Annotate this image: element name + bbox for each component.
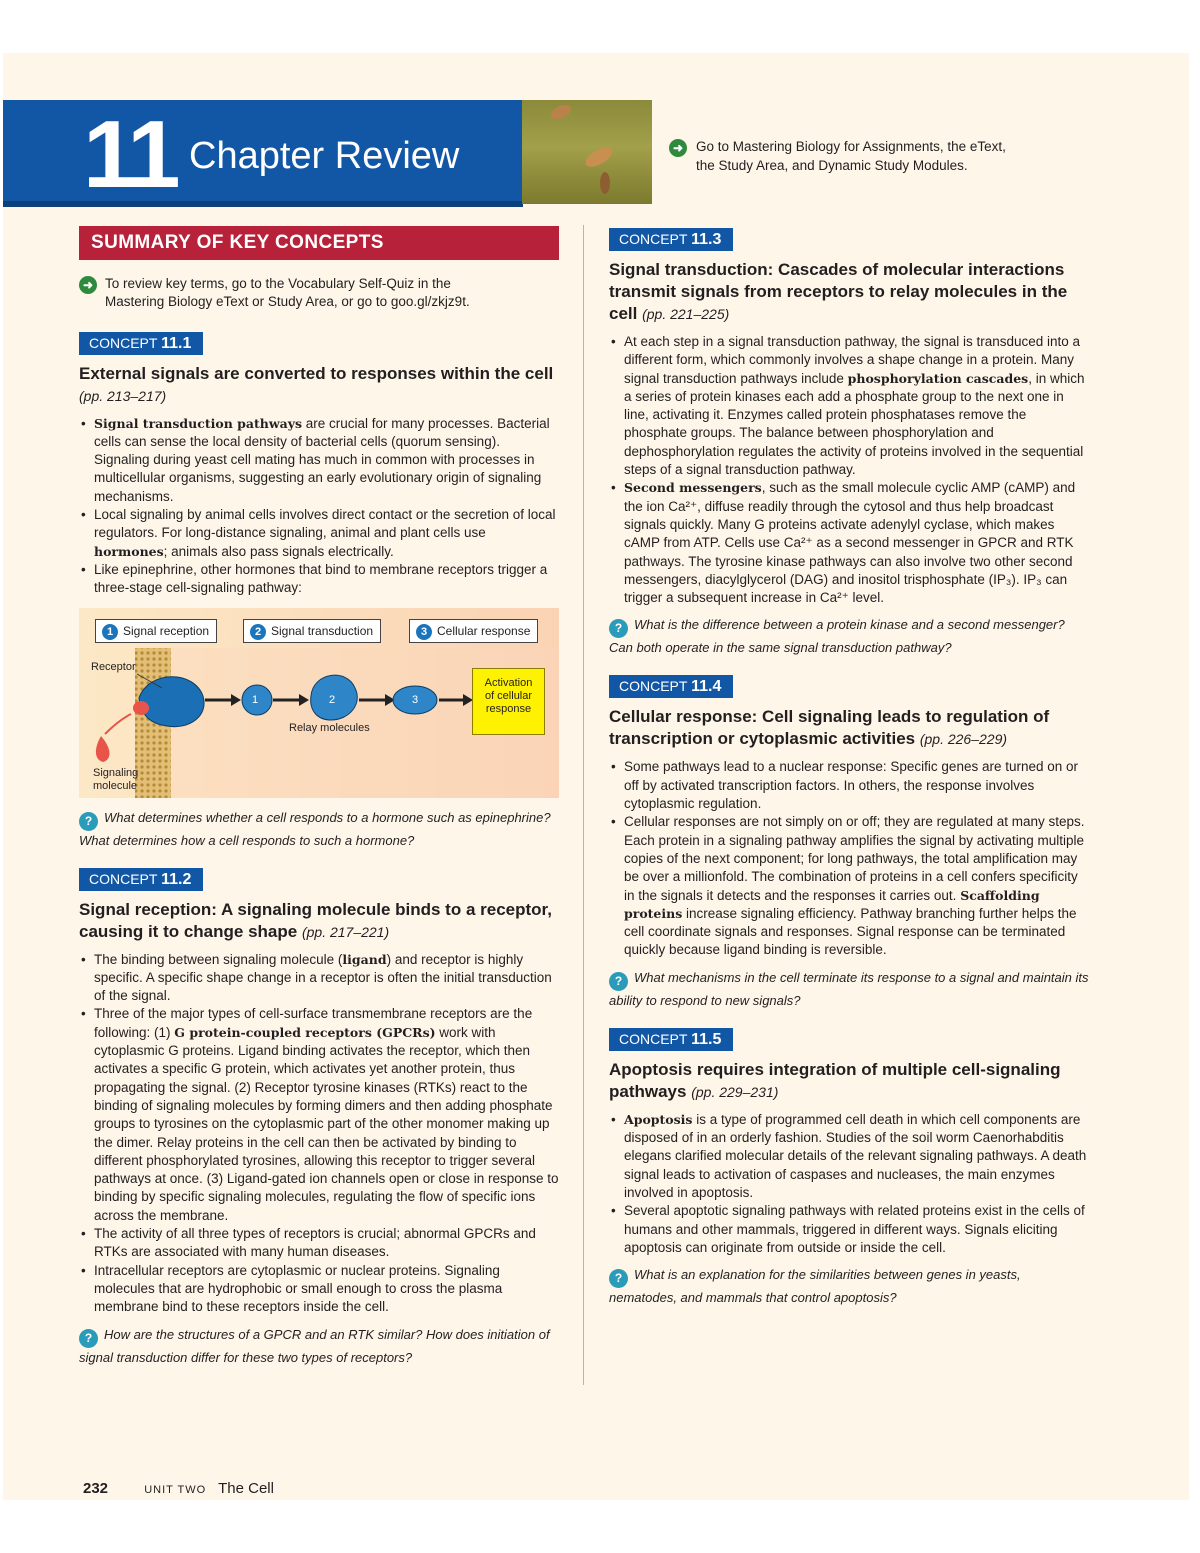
key-term: ligand [342,951,387,967]
bullet-list [79,415,559,598]
relay-molecules-label: Relay molecules [289,721,370,734]
signaling-pathway-figure [79,608,559,798]
unit-label: UNIT TWO [144,1484,207,1496]
stage-label: Cellular response [437,623,531,638]
page-footer [83,1480,274,1497]
chapter-number: 11 [83,101,177,208]
concept-heading [79,899,559,943]
receptor-shape [139,676,204,726]
list-item: • Cellular responses are not simply on or off; they are regulated at many steps. Each protein in a signaling pathway amplifies the signal by activating multiple copies of the next component; for long pathways, the total amplification may be over a millionfold. The combination of proteins in a cell confers specificity in the signals it detects and the responses it carries out. Scaffolding proteins increase signaling efficiency. Pathway branching further helps the cell coordinate signals and responses. Signal response can be terminated quickly because ligand binding is reversible. [609,813,1089,959]
concept-pages: (pp. 226–229) [919,731,1008,748]
key-term: Second messengers [624,480,762,496]
right-column [609,226,1089,1319]
review-question [609,615,1089,657]
list-item: • The activity of all three types of receptors is crucial; abnormal GPCRs and RTKs are associated with many human diseases. [79,1225,559,1262]
key-term: phosphorylation cascades [847,370,1029,386]
bullet-list [609,1111,1089,1257]
question-icon: ? [609,972,628,991]
left-column [79,226,559,1379]
mastering-note [669,137,1069,175]
key-term: G protein-coupled receptors (GPCRs) [174,1024,436,1040]
question-icon: ? [79,812,98,831]
chapter-title: Chapter Review [189,135,460,177]
concept-pages: (pp. 213–217) [79,387,167,404]
signal-arrow [105,714,131,734]
mastering-line-2: the Study Area, and Dynamic Study Modules. [696,158,968,173]
activation-line: response [485,702,532,715]
list-item: • At each step in a signal transduction pathway, the signal is transduced into a different form, which commonly involves a shape change in a protein. Many signal transduction pathways include phosphorylation cascades, in which a series of protein kinases each add a phosphate group to the next one in line, activating it. Enzymes called protein phosphatases remove the phosphate groups. The balance between phosphorylation and dephosphorylation regulates the activity of proteins involved in the sequential steps of a signal transduction pathway. [609,333,1089,479]
bound-ligand [133,701,149,715]
impala-figure [600,172,610,194]
concept-heading-text: External signals are converted to responses within the cell [79,363,554,383]
concept-number: 11.5 [691,1030,722,1048]
review-question [609,1265,1089,1307]
question-text: What determines whether a cell responds to a hormone such as epinephrine? What determines how a cell responds to such a hormone? [79,809,551,848]
key-term: Signal transduction pathways [94,415,302,431]
stage-label: Signal transduction [271,623,374,638]
review-note [79,275,559,312]
list-item: • Several apoptotic signaling pathways with related proteins exist in the cells of humans and other mammals, triggered in different ways. Signals eliciting apoptosis can originate from outside or inside the cell. [609,1202,1089,1257]
activation-line: Activation [484,676,533,689]
list-item: • Signal transduction pathways are crucial for many processes. Bacterial cells can sense the local density of bacterial cells (quorum sensing). Signaling during yeast cell mating has much in common with processes in multicellular organisms, suggesting an early evolutionary origin of signaling mechanisms. [79,415,559,506]
list-item: • Some pathways lead to a nuclear response: Specific genes are turned on or off by activated transcription factors. In others, the response involves cytoplasmic regulation. [609,758,1089,813]
concept-pages: (pp. 229–231) [691,1083,779,1100]
question-text: What mechanisms in the cell terminate its response to a signal and maintain its ability to respond to new signals? [609,969,1089,1008]
concept-label: CONCEPT [619,678,688,695]
stage-number: 2 [250,624,266,640]
signaling-molecule-label-1: Signaling [93,766,139,779]
chapter-photo [522,100,652,204]
concept-tag [609,228,733,251]
activation-box [472,668,545,735]
banner-shadow [3,201,523,207]
activation-line: of cellular [484,689,533,702]
question-icon: ? [79,1329,98,1348]
concept-heading [609,1059,1089,1103]
bullet-list [609,333,1089,607]
concept-tag [609,1028,733,1051]
concept-number: 11.3 [691,231,722,248]
signaling-molecule-label-2: molecule [93,779,138,792]
key-term: Apoptosis [624,1111,693,1127]
list-item: • Apoptosis is a type of programmed cell death in which cell components are disposed of in an orderly fashion. Studies of the soil worm Caenorhabditis elegans clarified molecular details of the relevant signaling pathways. A death signal leads to activation of caspases and nucleases, the main enzymes involved in apoptosis. [609,1111,1089,1202]
concept-label: CONCEPT [89,334,158,351]
review-question [609,968,1089,1010]
list-item: • Like epinephrine, other hormones that bind to membrane receptors trigger a three-stage cell-signaling pathway: [79,561,559,598]
concept-pages: (pp. 221–225) [642,306,730,322]
concept-number: 11.4 [691,678,722,696]
concept-number: 11.2 [161,870,192,888]
concept-heading [609,259,1089,325]
concept-heading-text: Signal reception: A signaling molecule binds to a receptor, causing it to change shape [79,899,552,941]
impala-figure [548,102,573,122]
review-question [79,808,559,850]
arrow-right-icon: ➜ [669,139,687,157]
list-item: • Three of the major types of cell-surface transmembrane receptors are the following: (1) G protein-coupled receptors (GPCRs) work with cytoplasmic G proteins. Ligand binding activates the receptor, which then activates a specific G protein, which activates yet another protein, thus propagating the signal. (2) Receptor tyrosine kinases (RTKs) react to the binding of signaling molecules by forming dimers and then adding phosphate groups to tyrosines on the cytoplasmic part of the other monomer making up the dimer. Relay proteins in the cell can then be activated by binding to different phosphorylated tyrosines, allowing this receptor to trigger several pathways at once. (3) Ligand-gated ion channels open or close in response to binding by specific signaling molecules, regulating the flow of specific ions across the membrane. [79,1005,559,1225]
list-item: • Second messengers, such as the small molecule cyclic AMP (cAMP) and the ion Ca²⁺, diffuse readily through the cytosol and thus help broadcast signals quickly. Many G proteins activate adenylyl cyclase, which makes cAMP from ATP. Cells use Ca²⁺ as a second messenger in GPCR and RTK pathways. The tyrosine kinase pathways can also involve two other second messengers, diacylglycerol (DAG) and inositol trisphosphate (IP₃). IP₃ can trigger a subsequent increase in Ca²⁺ level. [609,479,1089,607]
concept-tag [79,332,203,355]
concept-heading-text: Apoptosis requires integration of multiple cell-signaling pathways [609,1059,1061,1101]
question-text: What is the difference between a protein kinase and a second messenger? Can both operate in the same signal transduction pathway? [609,617,1065,656]
impala-figure [583,143,616,170]
unit-title: The Cell [218,1480,274,1497]
key-term: Scaffolding proteins [624,887,1040,921]
stage-label: Signal reception [123,623,210,638]
list-item: • Intracellular receptors are cytoplasmic or nuclear proteins. Signaling molecules that are hydrophobic or small enough to cross the plasma membrane bind to these receptors inside the cell. [79,1262,559,1317]
review-note-line-2: Mastering Biology eText or Study Area, or go to goo.gl/zkjz9t. [105,294,470,310]
concept-heading [609,706,1089,750]
concept-label: CONCEPT [619,1030,688,1047]
concept-tag [609,675,733,698]
question-text: How are the structures of a GPCR and an RTK similar? How does initiation of signal transduction differ for these two types of receptors? [79,1326,550,1365]
question-icon: ? [609,1269,628,1288]
concept-label: CONCEPT [619,231,688,247]
list-item: • Local signaling by animal cells involves direct contact or the secretion of local regulators. For long-distance signaling, animal and plant cells use hormones; animals also pass signals electrically. [79,506,559,561]
review-question [79,1325,559,1367]
column-divider [583,225,584,1385]
concept-heading [79,363,559,407]
question-icon: ? [609,619,628,638]
key-term: hormones [94,543,164,559]
mastering-line-1: Go to Mastering Biology for Assignments, the eText, [696,139,1006,154]
relay-number: 1 [252,693,259,706]
relay-number: 3 [412,693,419,706]
relay-number: 2 [329,693,336,706]
concept-heading-text: Cellular response: Cell signaling leads to regulation of transcription or cytoplasmic activities [609,707,1050,749]
concept-pages: (pp. 217–221) [301,923,390,940]
page [3,53,1189,1500]
signaling-molecule-shape [96,736,110,762]
concept-heading-text: Signal transduction: Cascades of molecular interactions transmit signals from receptors to relay molecules in the cell [609,260,1068,323]
review-note-line-1: To review key terms, go to the Vocabulary Self-Quiz in the [105,276,451,291]
concept-label: CONCEPT [89,870,158,887]
summary-title: SUMMARY OF KEY CONCEPTS [79,226,559,260]
concept-tag [79,868,203,891]
concept-number: 11.1 [161,334,192,352]
stage-number: 1 [102,624,118,640]
stage-number: 3 [416,624,432,640]
bullet-list [79,951,559,1317]
arrow-right-icon: ➜ [79,276,97,294]
page-number: 232 [83,1480,109,1497]
list-item: • The binding between signaling molecule (ligand) and receptor is highly specific. A specific shape change in a receptor is often the initial transduction of the signal. [79,951,559,1006]
question-text: What is an explanation for the similarities between genes in yeasts, nematodes, and mammals that control apoptosis? [609,1267,1021,1306]
bullet-list [609,758,1089,959]
receptor-label: Receptor [91,660,136,673]
